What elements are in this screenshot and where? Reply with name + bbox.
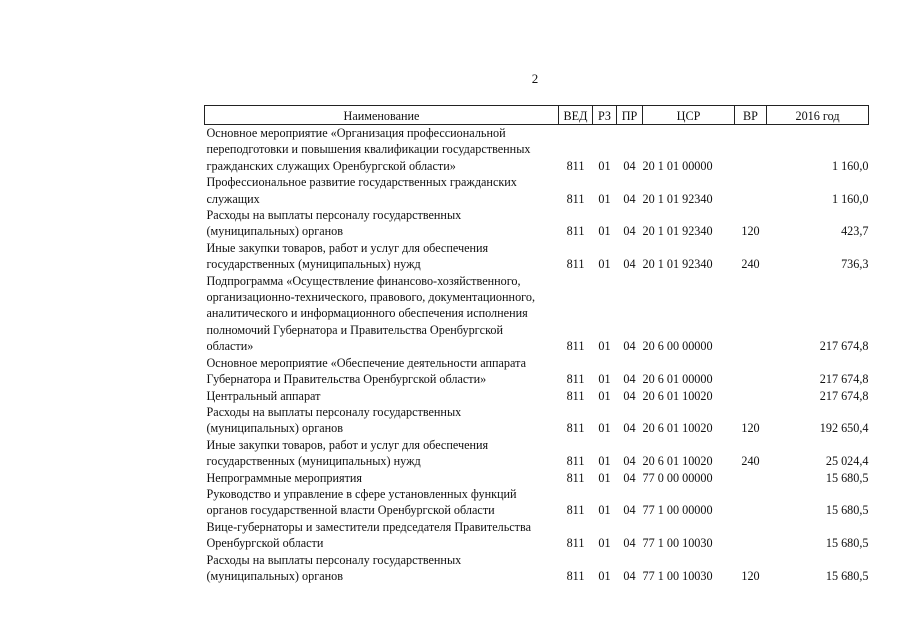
row-rz: 01	[598, 388, 611, 403]
row-vr	[735, 519, 767, 552]
table-row	[205, 388, 869, 404]
row-rz: 01	[598, 536, 611, 551]
row-name: Иные закупки товаров, работ и услуг для обеспечения государственных (муниципальных) нужд	[206, 240, 489, 272]
table-row	[205, 552, 869, 585]
row-vr: 240	[741, 454, 760, 469]
row-name: Непрограммные мероприятия	[206, 470, 363, 485]
header-vr: ВР	[735, 106, 767, 125]
row-amount: 192 650,4	[819, 421, 869, 436]
row-ved: 811	[566, 568, 585, 583]
row-amount: 1 160,0	[831, 191, 869, 206]
header-year: 2016 год	[767, 106, 869, 125]
row-ved: 811	[566, 257, 585, 272]
row-rz: 01	[598, 503, 611, 518]
header-csr: ЦСР	[643, 106, 735, 125]
row-rz: 01	[598, 158, 611, 173]
row-csr: 20 1 01 92340	[642, 191, 713, 206]
row-ved: 811	[566, 372, 585, 387]
table-row	[205, 273, 869, 355]
row-csr: 20 6 01 10020	[642, 388, 713, 403]
row-vr	[735, 273, 767, 355]
row-pr: 04	[623, 503, 636, 518]
table-row	[205, 355, 869, 388]
row-rz: 01	[598, 224, 611, 239]
row-name: Основное мероприятие «Организация профессиональной переподготовки и повышения квалификации государственных гражданских служащих Оренбургской области»	[206, 126, 531, 173]
row-pr: 04	[623, 372, 636, 387]
row-ved: 811	[566, 470, 585, 485]
row-pr: 04	[623, 568, 636, 583]
row-pr: 04	[623, 257, 636, 272]
table-row	[205, 486, 869, 519]
row-name: Расходы на выплаты персоналу государственных (муниципальных) органов	[206, 404, 462, 436]
header-pr: ПР	[617, 106, 643, 125]
row-name: Иные закупки товаров, работ и услуг для обеспечения государственных (муниципальных) нужд	[206, 437, 489, 469]
row-csr: 77 1 00 10030	[642, 568, 713, 583]
row-csr: 20 6 01 10020	[642, 421, 713, 436]
row-csr: 77 0 00 00000	[642, 470, 713, 485]
row-csr: 20 6 01 00000	[642, 372, 713, 387]
row-ved: 811	[566, 503, 585, 518]
row-csr: 20 6 01 10020	[642, 454, 713, 469]
row-amount: 217 674,8	[819, 388, 869, 403]
row-name: Центральный аппарат	[206, 388, 321, 403]
row-amount: 1 160,0	[831, 158, 869, 173]
row-amount: 423,7	[841, 224, 869, 239]
page-number: 2	[531, 71, 539, 86]
row-vr	[735, 388, 767, 404]
row-pr: 04	[623, 536, 636, 551]
row-ved: 811	[566, 421, 585, 436]
row-csr: 77 1 00 00000	[642, 503, 713, 518]
table-body	[205, 125, 869, 585]
row-name: Вице-губернаторы и заместители председателя Правительства Оренбургской области	[206, 519, 532, 551]
row-name: Расходы на выплаты персоналу государственных (муниципальных) органов	[206, 552, 462, 583]
row-amount: 25 024,4	[825, 454, 869, 469]
row-vr: 120	[741, 568, 760, 583]
row-amount: 217 674,8	[819, 372, 869, 387]
table-row	[205, 404, 869, 437]
row-vr	[735, 174, 767, 207]
row-pr: 04	[623, 421, 636, 436]
table-row	[205, 240, 869, 273]
row-vr: 120	[741, 224, 760, 239]
row-amount: 15 680,5	[825, 503, 869, 518]
row-name: Руководство и управление в сфере установленных функций органов государственной власти Оренбургской области	[206, 486, 517, 518]
row-amount: 15 680,5	[825, 568, 869, 583]
row-rz: 01	[598, 191, 611, 206]
table-row	[205, 470, 869, 486]
row-pr: 04	[623, 454, 636, 469]
row-amount: 15 680,5	[825, 470, 869, 485]
row-vr	[735, 355, 767, 388]
row-amount: 217 674,8	[819, 339, 869, 354]
row-vr: 120	[741, 421, 760, 436]
row-ved: 811	[566, 224, 585, 239]
row-rz: 01	[598, 421, 611, 436]
row-pr: 04	[623, 388, 636, 403]
row-name: Расходы на выплаты персоналу государственных (муниципальных) органов	[206, 208, 462, 239]
header-rz: РЗ	[593, 106, 617, 125]
row-name: Подпрограмма «Осуществление финансово-хозяйственного, организационно-технического, правового, документационного, аналитического и информационного обеспечения исполнения полномочий Губернатора и Правительства Оренбургской области»	[206, 273, 535, 354]
row-csr: 20 1 01 00000	[642, 158, 713, 173]
row-rz: 01	[598, 568, 611, 583]
row-csr: 20 6 00 00000	[642, 339, 713, 354]
table-header	[205, 106, 869, 125]
table-row	[205, 207, 869, 240]
row-ved: 811	[566, 536, 585, 551]
row-rz: 01	[598, 372, 611, 387]
budget-table	[204, 105, 869, 584]
row-vr: 240	[741, 257, 760, 272]
row-pr: 04	[623, 224, 636, 239]
table-row	[205, 519, 869, 552]
row-pr: 04	[623, 339, 636, 354]
row-name: Основное мероприятие «Обеспечение деятельности аппарата Губернатора и Правительства Оренбургской области»	[206, 355, 526, 387]
row-rz: 01	[598, 454, 611, 469]
row-csr: 20 1 01 92340	[642, 257, 713, 272]
row-rz: 01	[598, 339, 611, 354]
header-row	[205, 106, 869, 125]
row-rz: 01	[598, 470, 611, 485]
row-ved: 811	[566, 454, 585, 469]
row-csr: 20 1 01 92340	[642, 224, 713, 239]
header-ved: ВЕД	[559, 106, 593, 125]
row-name: Профессиональное развитие государственных гражданских служащих	[206, 175, 517, 206]
row-ved: 811	[566, 191, 585, 206]
row-pr: 04	[623, 470, 636, 485]
row-amount: 736,3	[841, 257, 869, 272]
row-ved: 811	[566, 158, 585, 173]
row-pr: 04	[623, 158, 636, 173]
table-row	[205, 174, 869, 207]
row-ved: 811	[566, 388, 585, 403]
row-vr	[735, 125, 767, 175]
table-row	[205, 125, 869, 175]
row-csr: 77 1 00 10030	[642, 536, 713, 551]
row-vr	[735, 470, 767, 486]
row-amount: 15 680,5	[825, 536, 869, 551]
row-ved: 811	[566, 339, 585, 354]
row-pr: 04	[623, 191, 636, 206]
table-row	[205, 437, 869, 470]
row-vr	[735, 486, 767, 519]
header-name: Наименование	[205, 106, 559, 125]
row-rz: 01	[598, 257, 611, 272]
